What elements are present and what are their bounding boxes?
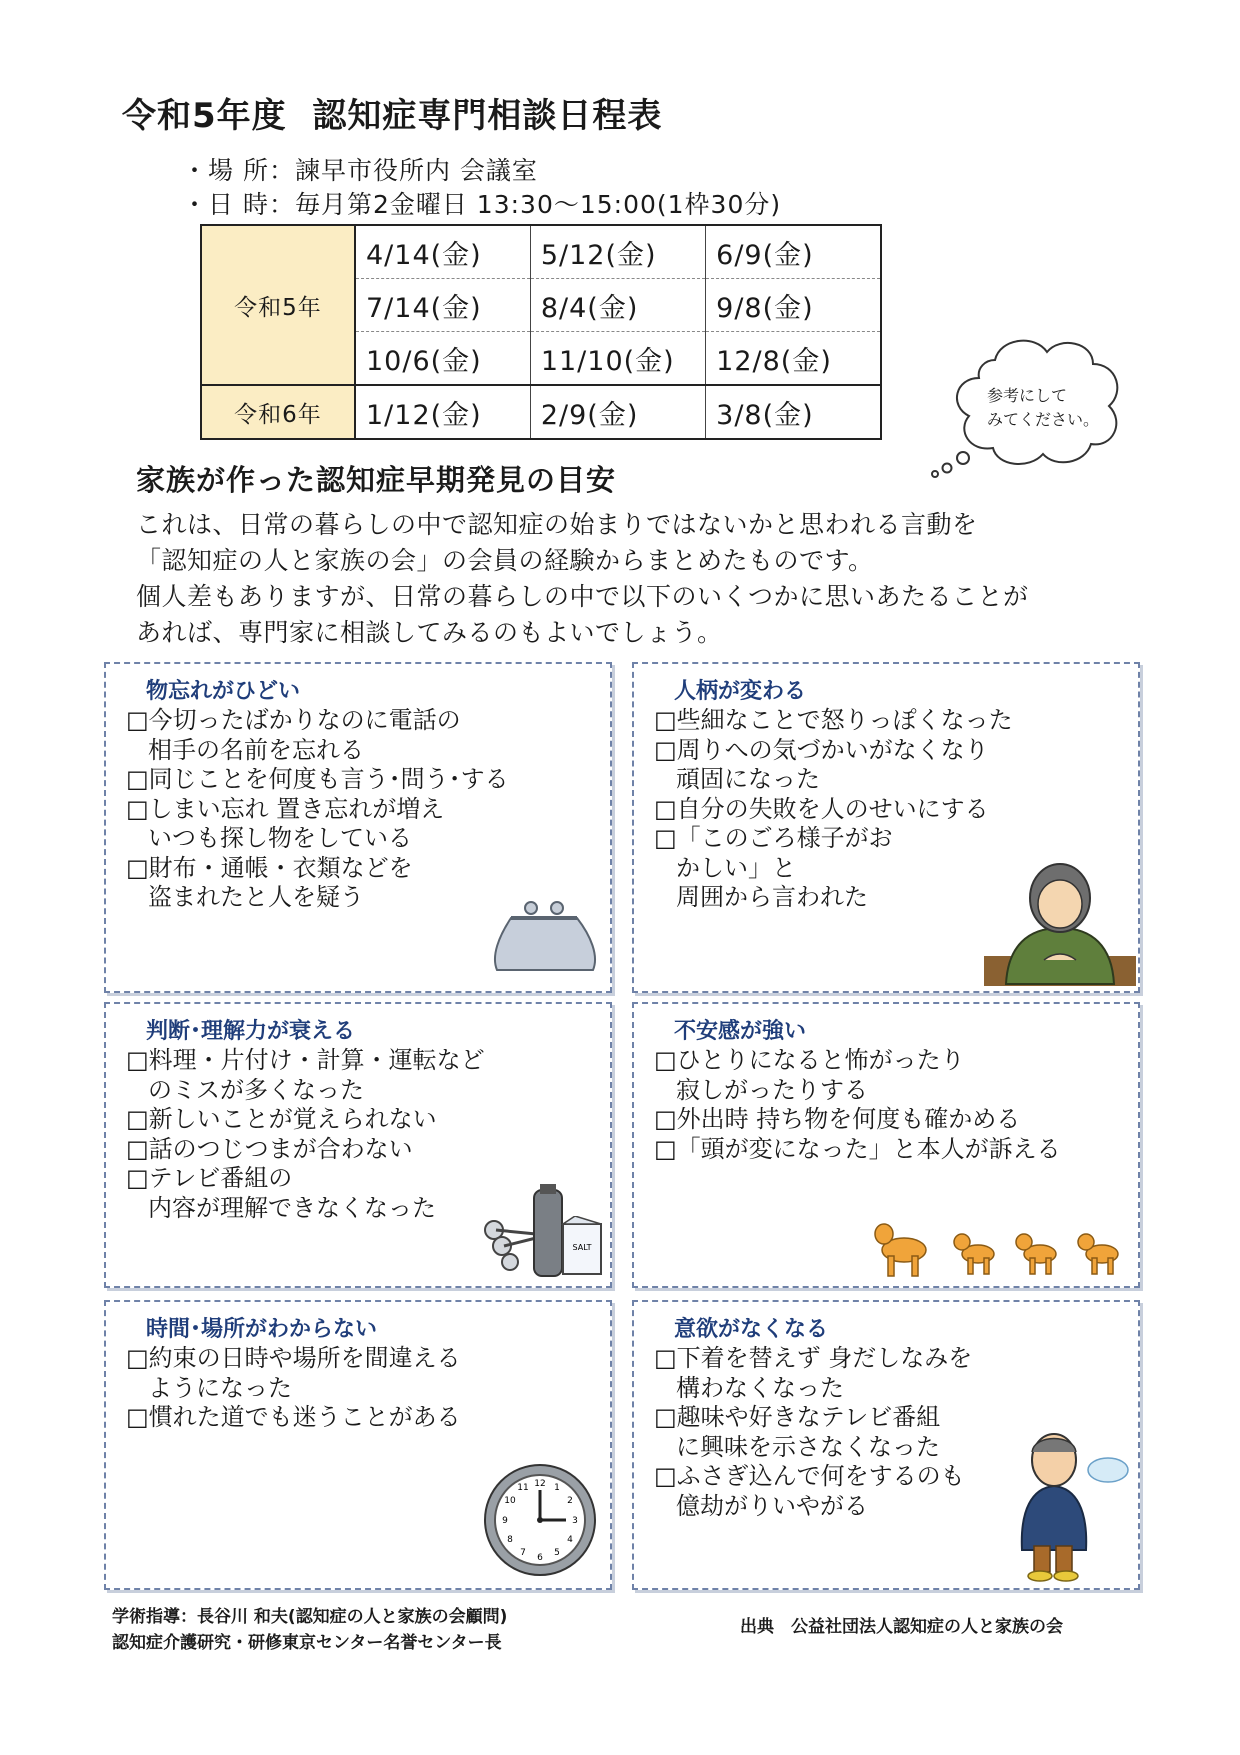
box-title: 意欲がなくなる [674,1317,829,1342]
check-item-cont: 億劫がりいやがる [676,1491,868,1520]
intro-line: あれば、専門家に相談してみるのもよいでしょう。 [136,618,723,647]
check-item-cont: のミスが多くなった [148,1075,364,1104]
schedule-date: 9/8(金) [706,279,881,332]
box-title: 時間･場所がわからない [146,1317,378,1342]
check-item: □自分の失敗を人のせいにする [654,794,989,823]
check-item: □「このごろ様子がお [654,824,893,852]
intro-line: 「認知症の人と家族の会」の会員の経験からまとめたものです。 [136,546,874,575]
dogs-illustration [874,1212,1134,1282]
box-time-place [104,1300,612,1590]
check-item-cont: いつも探し物をしている [148,824,412,852]
check-item: □下着を替えず 身だしなみを [654,1344,973,1372]
year-label-r5: 令和5年 [201,225,355,385]
box-motivation [632,1300,1140,1590]
clock-number: 5 [554,1548,560,1558]
clock-number: 11 [517,1483,529,1493]
schedule-table [200,224,882,440]
dog-icon [1016,1234,1056,1274]
page-title: 令和5年度 認知症専門相談日程表 [122,96,663,136]
check-item-cont: に興味を示さなくなった [676,1432,940,1461]
time-line: ・日 時：毎月第2金曜日 13:30～15:00(1枠30分) [182,190,782,219]
check-item: □新しいことが覚えられない [126,1105,437,1133]
year-label-r6: 令和6年 [201,385,355,439]
schedule-date: 7/14(金) [355,279,530,332]
check-item-cont: 寂しがったりする [676,1075,868,1104]
dog-icon [875,1224,926,1276]
box-title: 判断･理解力が衰える [146,1019,356,1044]
clock-number: 4 [567,1535,573,1545]
check-item-cont: 頑固になった [676,765,820,793]
check-item: □「頭が変になった」と本人が訴える [654,1134,1061,1163]
footer-source: 出典 公益社団法人認知症の人と家族の会 [740,1617,1063,1637]
bubble-line: 参考にして [987,386,1068,405]
clock-number: 2 [567,1496,573,1506]
wall-clock-icon [482,1462,598,1578]
salt-label: SALT [572,1243,592,1252]
box-memory [104,662,612,993]
dog-icon [1078,1234,1118,1274]
box-judgment [104,1002,612,1288]
check-item: □趣味や好きなテレビ番組 [654,1403,941,1431]
check-item-cont: 相手の名前を忘れる [148,735,364,764]
clock-number: 7 [520,1548,526,1558]
bubble-line: みてください。 [987,410,1100,429]
schedule-date: 1/12(金) [355,385,530,439]
thought-bubble [925,330,1140,480]
footer-supervisor: 学術指導：長谷川 和夫(認知症の人と家族の会顧問) [112,1607,508,1627]
clock-number: 10 [504,1496,516,1506]
clock-number: 6 [537,1553,543,1563]
elderly-man-illustration [1004,1430,1134,1582]
schedule-row [201,225,881,279]
schedule-date: 3/8(金) [706,385,881,439]
clock-number: 1 [554,1483,560,1493]
coin-purse-icon [491,896,603,976]
check-item: □ふさぎ込んで何をするのも [654,1462,965,1490]
clock-number: 3 [572,1516,578,1526]
schedule-date: 8/4(金) [530,279,705,332]
elderly-woman-illustration [984,856,1136,986]
schedule-date: 5/12(金) [530,225,705,279]
schedule-date: 4/14(金) [355,225,530,279]
clock-number: 8 [507,1535,513,1545]
box-title: 物忘れがひどい [146,679,301,704]
check-item-cont: 盗まれたと人を疑う [148,883,364,911]
intro-line: 個人差もありますが、日常の暮らしの中で以下のいくつかに思いあたることが [136,582,1029,611]
check-item-cont: 内容が理解できなくなった [148,1193,436,1222]
check-item: □外出時 持ち物を何度も確かめる [654,1105,1021,1133]
check-item: □約束の日時や場所を間違える [126,1344,461,1372]
check-item: □テレビ番組の [126,1164,293,1192]
box-anxiety [632,1002,1140,1288]
schedule-date: 11/10(金) [530,332,705,386]
clock-number: 9 [502,1516,508,1526]
schedule-date: 10/6(金) [355,332,530,386]
check-item-cont: かしい」と [676,853,796,882]
bottle-icon [534,1190,562,1276]
check-item-cont: ようになった [148,1373,292,1402]
salt-box-icon [561,1216,606,1278]
check-item-cont: 周囲から言われた [676,883,868,911]
check-item: □周りへの気づかいがなくなり [654,735,989,764]
box-title: 不安感が強い [674,1019,807,1044]
check-item: □同じことを何度も言う･問う･する [126,765,509,793]
check-item: □ひとりになると怖がったり [654,1046,965,1074]
box-title: 人柄が変わる [674,679,807,704]
footer-affiliation: 認知症介護研究・研修東京センター名誉センター長 [112,1633,502,1653]
check-item: □財布・通帳・衣類などを [126,853,413,882]
intro-text [136,507,1029,651]
schedule-date: 6/9(金) [706,225,881,279]
check-item: □今切ったばかりなのに電話の [126,706,461,734]
schedule-date: 12/8(金) [706,332,881,386]
check-item: □些細なことで怒りっぽくなった [654,706,1013,734]
check-item: □話のつじつまが合わない [126,1134,413,1163]
place-line: ・場 所：諫早市役所内 会議室 [182,156,538,185]
check-item: □料理・片付け・計算・運転など [126,1046,485,1074]
schedule-row [201,385,881,439]
check-item: □しまい忘れ 置き忘れが増え [126,794,445,823]
dog-icon [954,1234,994,1274]
intro-line: これは、日常の暮らしの中で認知症の始まりではないかと思われる言動を [136,510,978,539]
section-title: 家族が作った認知症早期発見の目安 [136,463,617,497]
clock-number: 12 [534,1479,546,1489]
box-personality [632,662,1140,993]
check-item-cont: 構わなくなった [676,1373,844,1402]
check-item: □慣れた道でも迷うことがある [126,1403,461,1431]
schedule-date: 2/9(金) [530,385,705,439]
